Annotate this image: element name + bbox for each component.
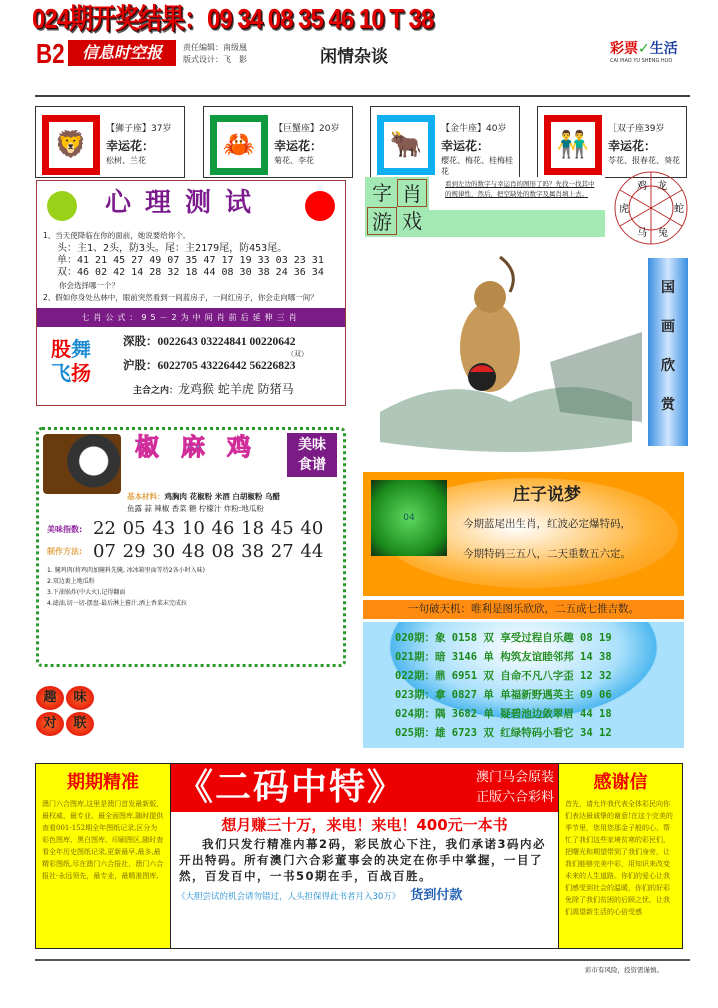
zodiac-pic bbox=[544, 115, 602, 175]
page-number: B2 bbox=[36, 38, 65, 69]
zodiac-card bbox=[35, 106, 185, 178]
step: 2.双边裹上地瓜粉 bbox=[47, 578, 95, 585]
accuracy-box bbox=[36, 764, 171, 948]
recipe-title: 椒麻鸡 bbox=[135, 433, 273, 461]
paper-name: 信息时空报 bbox=[68, 40, 176, 66]
question-1: 1、当天使降临在你的面前，她说要给你个。 bbox=[43, 231, 191, 240]
lucky-flowers: 松树、兰花 bbox=[106, 156, 146, 165]
sh-label: 沪股： bbox=[123, 360, 158, 372]
zhuangzi-panel bbox=[363, 472, 684, 596]
logo-sub: CAI PIAO YU SHENG HUO bbox=[610, 58, 673, 64]
period-table bbox=[363, 622, 684, 748]
monkey-painting bbox=[370, 252, 642, 462]
word-game bbox=[365, 177, 605, 237]
sz-label: 深股： bbox=[123, 336, 158, 348]
stock-logo bbox=[51, 337, 111, 391]
price-line: 想月赚三十万，来电！来电！400元一本书 bbox=[221, 816, 508, 834]
green-flower-icon bbox=[47, 191, 77, 221]
lucky-flowers: 菊花、李花 bbox=[274, 156, 314, 165]
zodiac-pic bbox=[42, 115, 100, 175]
period-row: 024期：隅 3682 单 疑碧池边敛翠眉 44 18 bbox=[395, 708, 612, 720]
lucky-label: 幸运花： bbox=[441, 139, 490, 153]
zodiac-wheel bbox=[613, 170, 689, 246]
method-numbers: 07 29 30 48 08 38 27 44 bbox=[93, 541, 324, 562]
lucky-label: 幸运花： bbox=[608, 139, 657, 153]
crab-icon: 🦀 bbox=[217, 122, 261, 168]
book-title: 《二码中特》 bbox=[177, 767, 406, 808]
sz-value: 0022643 03224841 00220642 bbox=[157, 336, 296, 348]
wheel-label: 鸡 bbox=[637, 181, 647, 192]
psych-title: 心理测试 bbox=[105, 188, 266, 218]
book-ad bbox=[171, 764, 558, 948]
bull-icon: 🐂 bbox=[384, 122, 428, 168]
period-row: 022期：鼎 6951 双 自命不凡八字歪 12 32 bbox=[395, 670, 612, 682]
label-char: 欣 bbox=[661, 358, 675, 374]
label-char: 画 bbox=[661, 319, 675, 335]
red-flower-icon bbox=[305, 191, 335, 221]
game-note: 看到左边的数字与幸运肖的图形了吗？先找一找其中的规律性，然后，把空缺处的数字及属肖填上去。 bbox=[445, 180, 595, 198]
thanks-title: 感谢信 bbox=[593, 772, 648, 793]
logo-a: 彩票 bbox=[610, 41, 638, 57]
question-2: 2、假如你身处丛林中，眼前突然看到一间蓝房子，一间红房子，你会走向哪一间？ bbox=[43, 293, 318, 302]
double-line: 双：46 02 42 14 28 32 18 44 08 30 38 24 36 34 bbox=[57, 267, 324, 278]
badge-line: 美味 bbox=[298, 437, 326, 453]
recipe-panel bbox=[36, 427, 346, 667]
lantern-icon: 趣 bbox=[36, 686, 64, 710]
ad-section bbox=[35, 763, 683, 949]
recipe-badge bbox=[287, 433, 337, 477]
ad-body: 我们只发行精准内幕2码，彩民放心下注，我们承诺3码内必开出特码。所有澳门六合彩董事会的决定在你手中掌握，一目了然，百发百中，一书50期在手，百战百胜。 bbox=[179, 837, 547, 883]
zodiac-sign: 【巨蟹座】20岁 bbox=[274, 124, 340, 134]
logo-b: 生活 bbox=[649, 41, 678, 57]
lucky-label: 幸运花： bbox=[106, 139, 155, 153]
cod-label: 货到付款 bbox=[410, 888, 463, 903]
index-label: 美味指数: bbox=[47, 525, 83, 534]
ad-sub-2: 正版六合彩料 bbox=[475, 790, 554, 805]
label-char: 赏 bbox=[661, 397, 675, 413]
game-char: 字 bbox=[372, 181, 392, 205]
lanterns bbox=[36, 686, 96, 742]
zodiac-card bbox=[537, 106, 687, 178]
step: 4.滤油,切一切-摆盘-最后淋上酱汁,洒上香菜末完成拉 bbox=[47, 600, 187, 607]
step: 3.下油锅炸(中大火),记得翻面 bbox=[47, 589, 126, 596]
period-row: 023期：拿 0827 单 单福新野遇英主 09 06 bbox=[395, 689, 612, 701]
sh-value: 6022705 43226442 56226823 bbox=[157, 360, 296, 372]
lucky-flowers: 苓花、报春花、葵花 bbox=[608, 156, 680, 165]
logo-char: 舞 bbox=[71, 337, 91, 361]
label-char: 国 bbox=[661, 280, 675, 296]
psych-test-panel bbox=[36, 180, 346, 406]
wheel-label: 虎 bbox=[619, 204, 629, 215]
main-value: 龙鸡猴 蛇羊虎 防猪马 bbox=[178, 382, 294, 396]
wheel-label: 龙 bbox=[657, 181, 667, 192]
verse-1: 今期蓝尾出生肖，红波必定爆特码， bbox=[463, 518, 631, 530]
dish-photo bbox=[43, 434, 121, 494]
materials-1: 鸡胸肉 花椒粉 米酒 白胡椒粉 乌醋 bbox=[164, 492, 280, 501]
formula-band: 七肖公式：95－2为中间肖前后延伸三肖 bbox=[37, 308, 345, 327]
lantern-icon: 味 bbox=[66, 686, 94, 710]
period-row: 025期：雄 6723 双 红绿特码小看它 34 12 bbox=[395, 727, 612, 739]
zhuangzi-title: 庄子说梦 bbox=[513, 485, 581, 505]
single-line: 单：41 21 45 27 49 07 35 47 17 19 33 03 23 31 bbox=[57, 255, 324, 266]
section-title: 闲情杂谈 bbox=[320, 47, 388, 67]
game-char: 肖 bbox=[397, 179, 427, 207]
zodiac-pic bbox=[210, 115, 268, 175]
period-row: 020期：象 0158 双 享受过程自乐趣 08 19 bbox=[395, 632, 612, 644]
draw-result-banner: 024期开奖结果：09 34 08 35 46 10 T 38 bbox=[32, 3, 434, 35]
ad-sub-1: 澳门马会原装 bbox=[475, 770, 554, 785]
editor: 责任编辑：南级凰 bbox=[183, 43, 247, 52]
zodiac-pic bbox=[377, 115, 435, 175]
thanks-text: 首先，请允许我代表全体彩民向你们表达最诚挚的谢意!在这个完美的季节里，您用您那金子般的心，帮忙了我们这些家境贫寒的彩民们，把曙光和期望带到了我们身旁，让我们能够完美中彩，用知识来改变未来的人生道路。你们的爱心让我们感受到社会的温暖，你们的好彩免除了我们贫困的后顾之忧，让我们渴望新生活的心倍受感 bbox=[565, 800, 673, 916]
badge-line: 食谱 bbox=[298, 457, 326, 473]
slogan: 《大胆尝试的机会请勿错过，人头担保得此书者月入30万》 bbox=[177, 892, 401, 902]
accuracy-text: 澳门六合图库,这里是澳门首发最新版、最权威、最专业、最全面图库,随时提供查看001-152期全年图纸记录,区分为彩色图库、黑白图库、印刷图区,随时查看全年历史图纸记录,更新最早,最多,最精彩图纸,尽在澳门六合报社，澳门六合报社-永远领先，最专业，最精准图库, bbox=[42, 800, 164, 880]
zodiac-card bbox=[203, 106, 353, 178]
logo-char: 飞 bbox=[51, 361, 71, 385]
hint-bar: 一句破天机：唯利是图乐欣欣，二五成七推吉数。 bbox=[363, 600, 684, 619]
disclaimer: 彩市有风险，投资需谨慎。 bbox=[585, 966, 663, 974]
painting-label bbox=[648, 258, 688, 446]
lantern-icon: 对 bbox=[36, 712, 64, 736]
stock-section bbox=[37, 331, 345, 405]
head-line: 头：主1、2头，防3头。尾：主2179尾，防453尾。 bbox=[57, 243, 288, 254]
credits bbox=[183, 42, 247, 66]
logo-char: 扬 bbox=[71, 361, 91, 385]
materials-2: 鱼露 蒜 辣椒 香菜 糖 柠檬汁 炸粉:地瓜粉 bbox=[127, 504, 264, 513]
lantern-icon: 联 bbox=[66, 712, 94, 736]
verse-2: 今期特码三五八，二天重数五六定。 bbox=[463, 548, 631, 560]
lucky-flowers: 樱花、梅花、桂梅桂花 bbox=[441, 156, 513, 176]
twins-icon: 👬 bbox=[551, 122, 595, 168]
thanks-box bbox=[558, 764, 682, 948]
index-numbers: 22 05 43 10 46 18 45 40 bbox=[93, 518, 324, 539]
game-char: 游 bbox=[367, 207, 397, 235]
wheel-label: 蛇 bbox=[674, 204, 684, 215]
lion-icon: 🦁 bbox=[49, 122, 93, 168]
step: 1. 腌鸡肉(将鸡肉加腌料先腌, 冰冰箱里面等待2各小时入味) bbox=[47, 567, 205, 574]
method-label: 制作方法: bbox=[47, 547, 83, 556]
wheel-label: 兔 bbox=[658, 228, 668, 239]
wheel-label: 马 bbox=[637, 228, 647, 239]
choose-text: 你会选择哪一个？ bbox=[59, 281, 119, 290]
materials-label: 基本材料： bbox=[127, 492, 165, 501]
zodiac-sign: 【金牛座】40岁 bbox=[441, 124, 507, 134]
header-divider bbox=[35, 95, 690, 97]
note: （双） bbox=[287, 350, 308, 358]
period-row: 021期：暗 3146 单 构筑友谊睦邻邦 14 38 bbox=[395, 651, 612, 663]
zodiac-sign: 【狮子座】37岁 bbox=[106, 124, 172, 134]
zodiac-sign: ［双子座39岁 bbox=[608, 124, 665, 134]
game-char: 戏 bbox=[402, 209, 422, 233]
accuracy-title: 期期精准 bbox=[67, 772, 139, 793]
main-label: 主合之内： bbox=[133, 386, 179, 396]
footer-divider bbox=[35, 959, 690, 961]
designer: 版式设计：飞 影 bbox=[183, 55, 247, 64]
lucky-label: 幸运花： bbox=[274, 139, 323, 153]
brand-logo bbox=[610, 38, 692, 64]
check-icon: ✓ bbox=[638, 41, 650, 57]
zodiac-card bbox=[370, 106, 520, 178]
lotus-leaf-image: 04 bbox=[371, 480, 447, 556]
logo-char: 股 bbox=[51, 337, 71, 361]
